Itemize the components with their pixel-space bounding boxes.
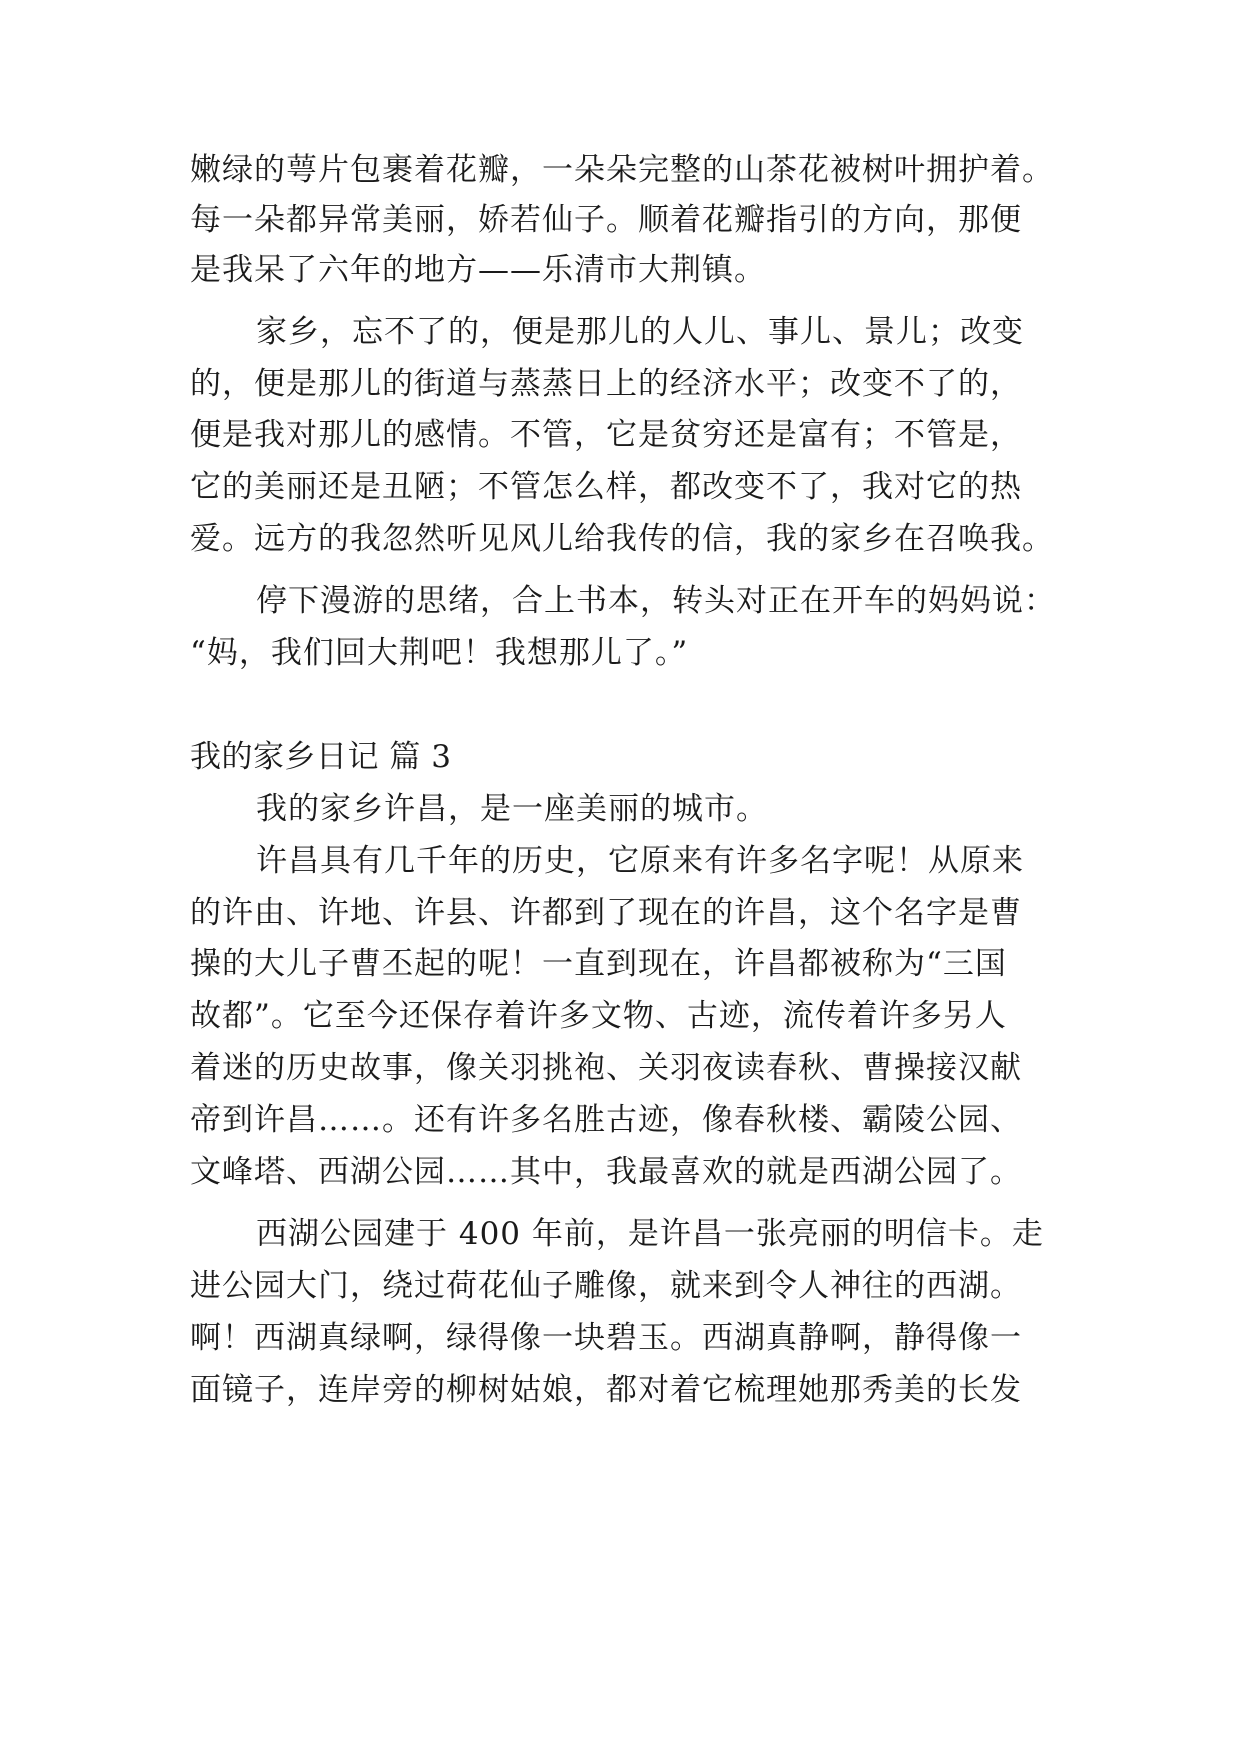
paragraph-first-line: 我的家乡许昌，是一座美丽的城市。 xyxy=(256,791,768,827)
text-line: 它的美丽还是丑陋；不管怎么样，都改变不了，我对它的热 xyxy=(190,469,1022,505)
text-line: 帝到许昌……。还有许多名胜古迹，像春秋楼、霸陵公园、 xyxy=(190,1102,1022,1138)
text-line: “妈，我们回大荆吧！我想那儿了。” xyxy=(190,635,689,671)
text-line: 是我呆了六年的地方——乐清市大荆镇。 xyxy=(190,252,766,288)
paragraph-first-line: 许昌具有几千年的历史，它原来有许多名字呢！从原来 xyxy=(256,843,1024,879)
text-line: 操的大儿子曹丕起的呢！一直到现在，许昌都被称为“三国 xyxy=(190,946,1007,982)
text-line: 的，便是那儿的街道与蒸蒸日上的经济水平；改变不了的， xyxy=(190,366,1022,402)
text-line: 嫩绿的萼片包裹着花瓣，一朵朵完整的山茶花被树叶拥护着。 xyxy=(190,152,1054,188)
text-line: 的许由、许地、许县、许都到了现在的许昌，这个名字是曹 xyxy=(190,895,1022,931)
text-line: 面镜子，连岸旁的柳树姑娘，都对着它梳理她那秀美的长发 xyxy=(190,1372,1022,1408)
section-heading: 我的家乡日记 篇 3 xyxy=(190,739,452,775)
text-line: 每一朵都异常美丽，娇若仙子。顺着花瓣指引的方向，那便 xyxy=(190,202,1022,238)
text-line: 啊！西湖真绿啊，绿得像一块碧玉。西湖真静啊，静得像一 xyxy=(190,1320,1022,1356)
text-line: 进公园大门，绕过荷花仙子雕像，就来到令人神往的西湖。 xyxy=(190,1268,1022,1304)
text-line: 文峰塔、西湖公园……其中，我最喜欢的就是西湖公园了。 xyxy=(190,1154,1022,1190)
text-line: 着迷的历史故事，像关羽挑袍、关羽夜读春秋、曹操接汉献 xyxy=(190,1050,1022,1086)
text-line: 便是我对那儿的感情。不管，它是贫穷还是富有；不管是， xyxy=(190,417,1022,453)
text-line: 故都”。它至今还保存着许多文物、古迹，流传着许多另人 xyxy=(190,998,1007,1034)
paragraph-first-line: 西湖公园建于 400 年前，是许昌一张亮丽的明信卡。走 xyxy=(256,1216,1044,1252)
paragraph-first-line: 家乡，忘不了的，便是那儿的人儿、事儿、景儿；改变 xyxy=(256,314,1024,350)
text-line: 爱。远方的我忽然听见风儿给我传的信，我的家乡在召唤我。 xyxy=(190,521,1054,557)
paragraph-first-line: 停下漫游的思绪，合上书本，转头对正在开车的妈妈说： xyxy=(256,583,1056,619)
